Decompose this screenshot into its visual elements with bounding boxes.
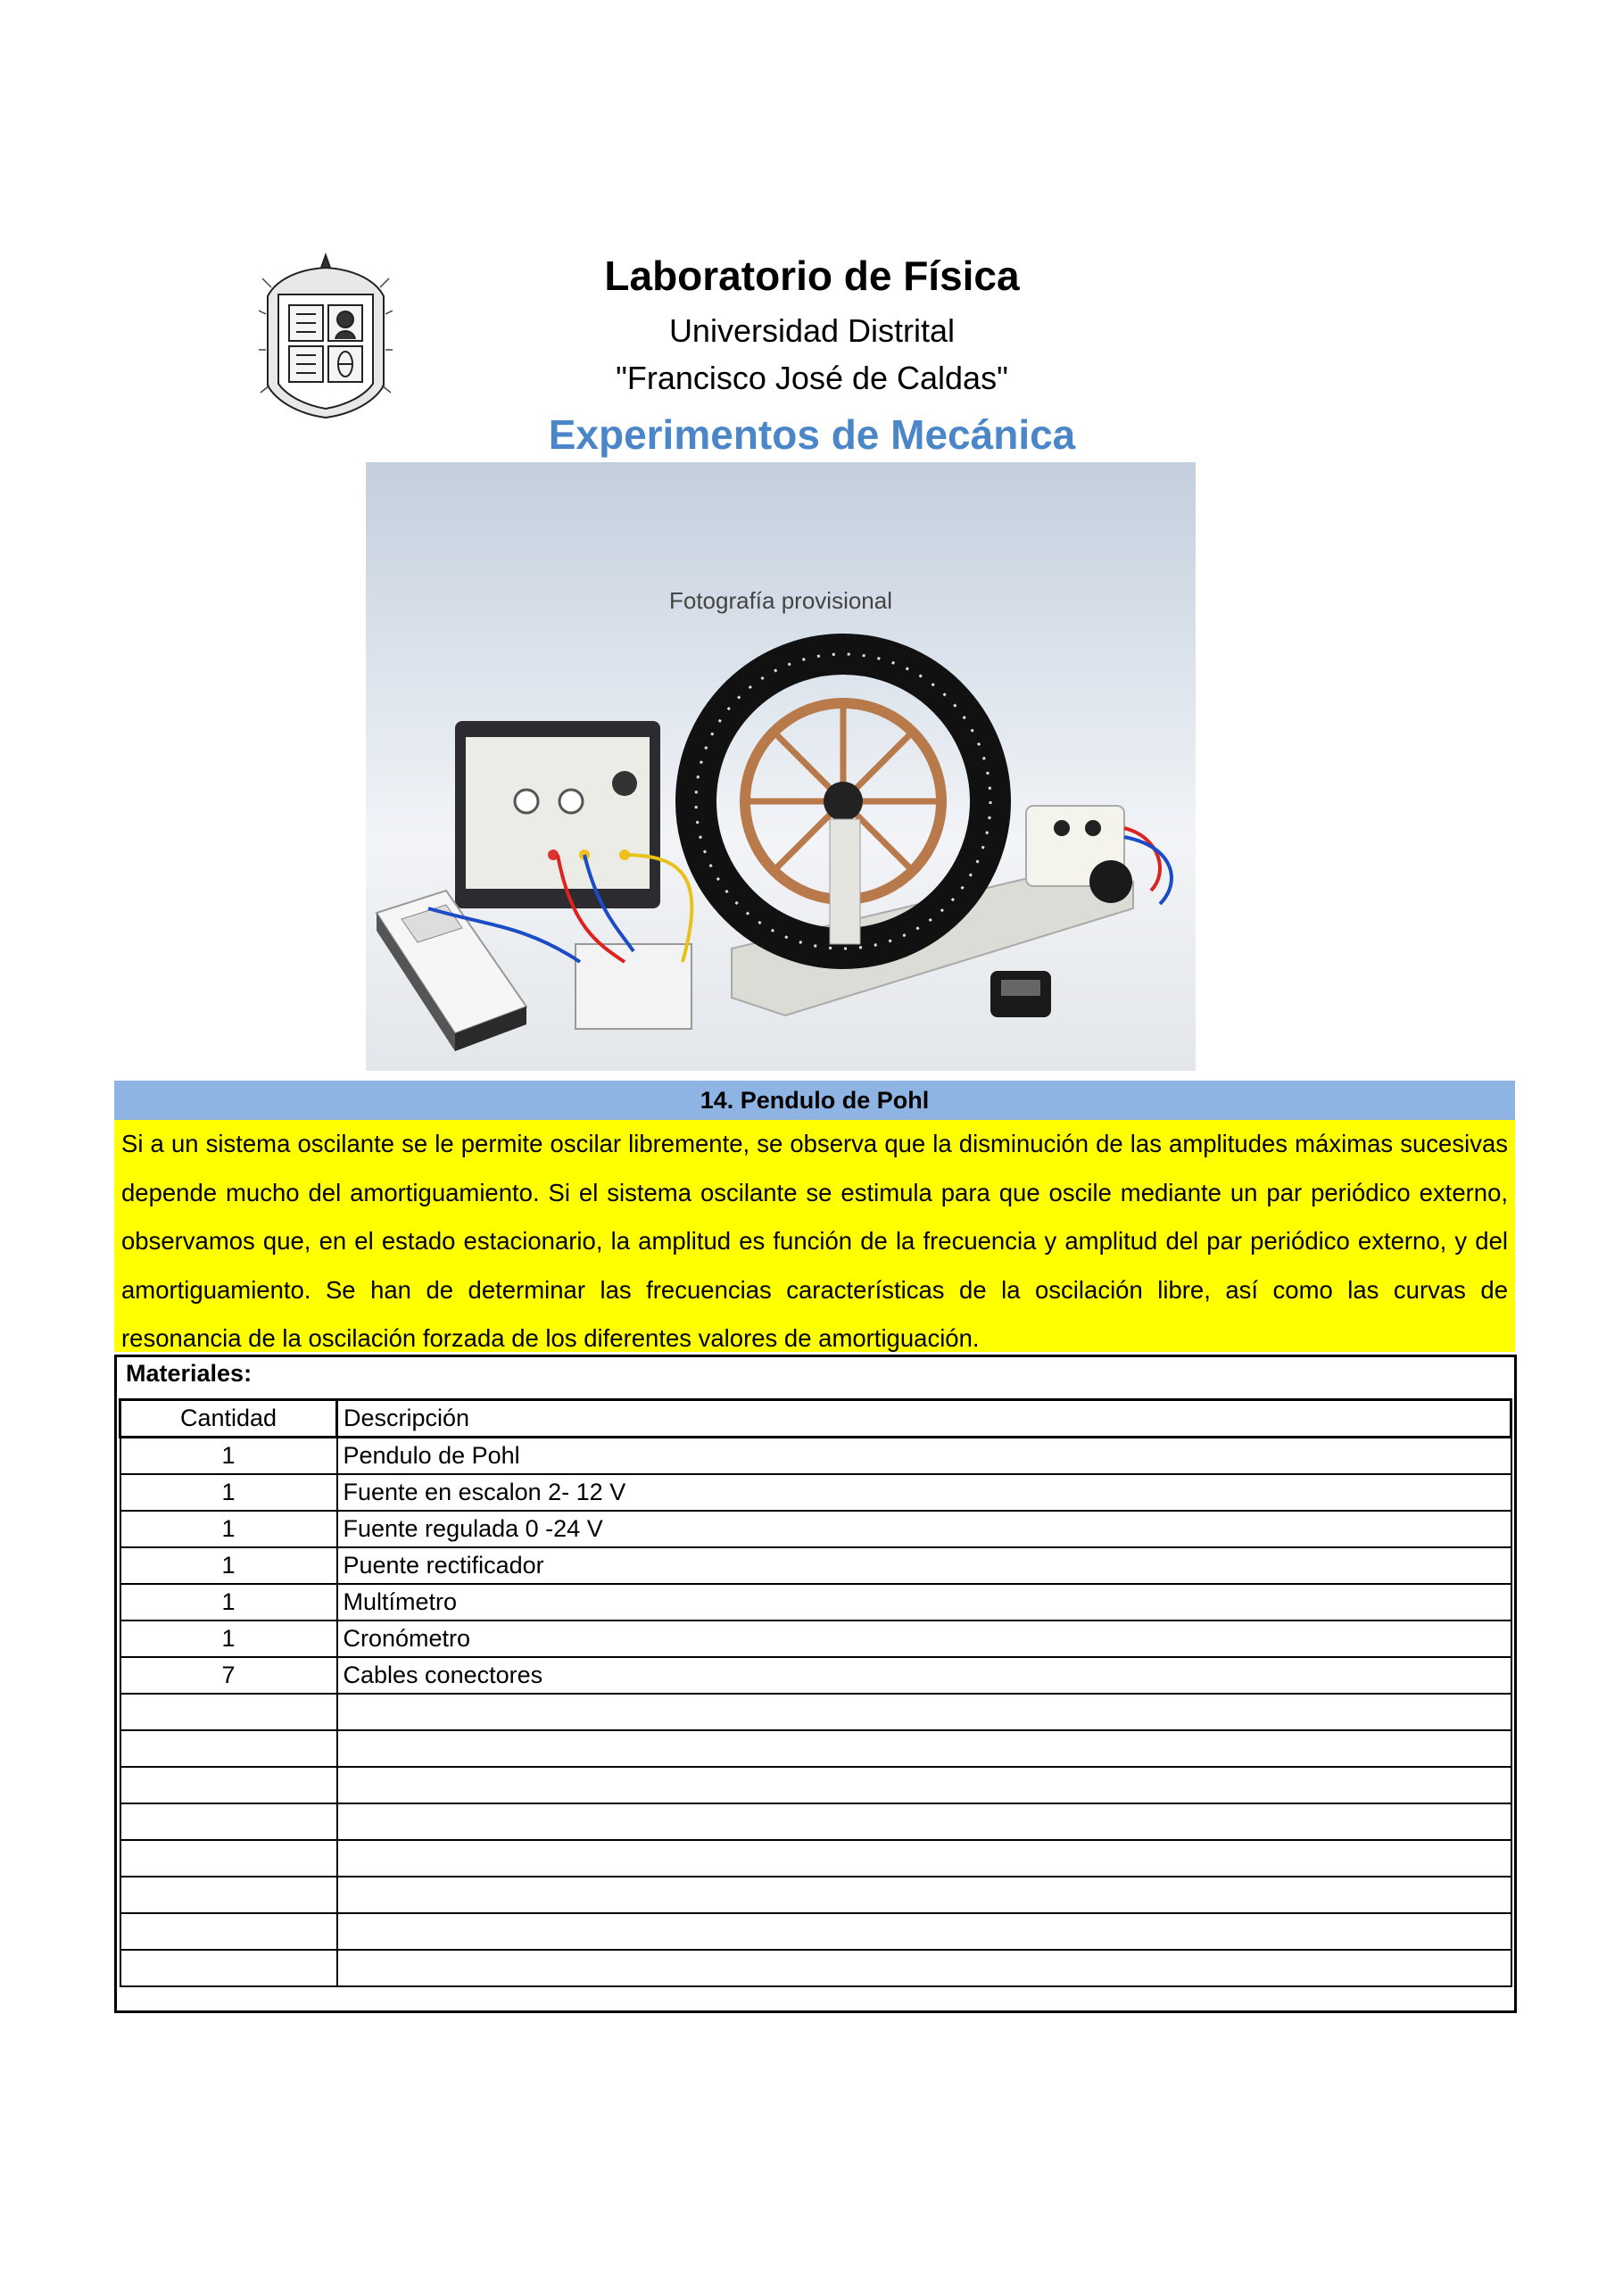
quantity-cell: 1	[120, 1547, 337, 1584]
description-column-header: Descripción	[337, 1400, 1511, 1438]
university-name: Universidad Distrital	[668, 312, 956, 349]
description-cell	[337, 1803, 1511, 1840]
materials-table	[119, 1398, 1512, 1987]
quantity-cell: 1	[120, 1511, 337, 1547]
table-row	[120, 1803, 1511, 1840]
experiment-title: 14. Pendulo de Pohl	[114, 1081, 1515, 1120]
description-cell: Fuente en escalon 2- 12 V	[337, 1474, 1511, 1511]
table-row	[120, 1730, 1511, 1767]
table-row	[120, 1694, 1511, 1730]
quantity-cell	[120, 1767, 337, 1803]
pendulum-wheel-illustration	[696, 654, 990, 949]
table-row	[120, 1877, 1511, 1913]
table-row	[120, 1620, 1511, 1657]
description-cell: Puente rectificador	[337, 1547, 1511, 1584]
materials-box	[114, 1355, 1517, 2013]
description-cell: Multímetro	[337, 1584, 1511, 1620]
quantity-cell: 1	[120, 1584, 337, 1620]
quantity-cell	[120, 1730, 337, 1767]
table-row	[120, 1547, 1511, 1584]
description-cell: Pendulo de Pohl	[337, 1438, 1511, 1475]
table-row	[120, 1657, 1511, 1694]
description-cell	[337, 1767, 1511, 1803]
quantity-cell	[120, 1950, 337, 1986]
power-supply-illustration	[455, 721, 660, 908]
table-row	[120, 1438, 1511, 1475]
table-row	[120, 1511, 1511, 1547]
table-row	[120, 1840, 1511, 1877]
photo-caption: Fotografía provisional	[668, 587, 893, 614]
table-row	[120, 1950, 1511, 1986]
quantity-cell	[120, 1840, 337, 1877]
university-full-name: "Francisco José de Caldas"	[616, 360, 1008, 396]
description-cell	[337, 1913, 1511, 1950]
quantity-cell	[120, 1803, 337, 1840]
quantity-cell: 1	[120, 1474, 337, 1511]
description-cell: Fuente regulada 0 -24 V	[337, 1511, 1511, 1547]
description-cell: Cables conectores	[337, 1657, 1511, 1694]
quantity-cell	[120, 1694, 337, 1730]
description-cell	[337, 1840, 1511, 1877]
quantity-cell	[120, 1877, 337, 1913]
description-cell	[337, 1694, 1511, 1730]
quantity-cell: 7	[120, 1657, 337, 1694]
lab-title: Laboratorio de Física	[604, 253, 1020, 299]
table-row	[120, 1584, 1511, 1620]
table-row	[120, 1767, 1511, 1803]
experiment-description-box	[114, 1120, 1515, 1352]
table-row	[120, 1913, 1511, 1950]
description-cell	[337, 1730, 1511, 1767]
university-seal-logo	[259, 252, 393, 421]
materials-table-header	[120, 1400, 1511, 1438]
description-cell	[337, 1950, 1511, 1986]
table-row	[120, 1474, 1511, 1511]
quantity-cell	[120, 1913, 337, 1950]
materials-label: Materiales:	[126, 1360, 253, 1387]
quantity-cell: 1	[120, 1620, 337, 1657]
quantity-cell: 1	[120, 1438, 337, 1475]
experiments-series-title: Experimentos de Mecánica	[548, 411, 1076, 458]
experiment-description: Si a un sistema oscilante se le permite oscilar libremente, se observa que la disminución de las amplitudes máximas sucesivas depende mucho del amortiguamiento. Si el sistema oscilante se estimula para que oscile mediante un par periódico externo, observamos que, en el estado estacionario, la amplitud es función de la frecuencia y amplitud del par periódico externo, y del amortiguamiento. Se han de determinar las frecuencias características de la oscilación libre, así como las curvas de resonancia de la oscilación forzada de los diferentes valores de amortiguación.	[121, 1130, 1508, 1352]
pohl-pendulum-photo	[366, 462, 1196, 1071]
description-cell	[337, 1877, 1511, 1913]
quantity-column-header: Cantidad	[120, 1400, 337, 1438]
description-cell: Cronómetro	[337, 1620, 1511, 1657]
